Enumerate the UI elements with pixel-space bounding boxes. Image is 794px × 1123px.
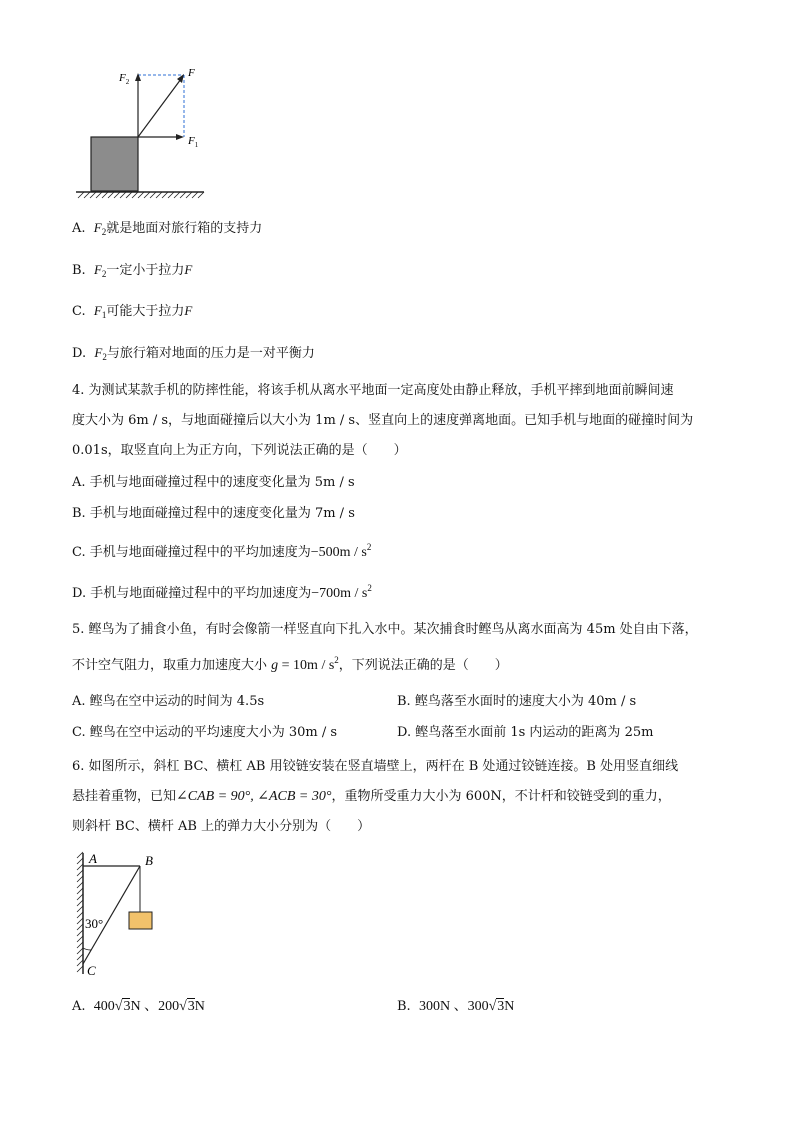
- q3-option-a[interactable]: A. $F_2$就是地面对旅行箱的支持力: [72, 220, 263, 237]
- q5-option-b[interactable]: B. 鲣鸟落至水面时的速度大小为 40m / s: [397, 694, 637, 709]
- hanging-weight: [129, 912, 152, 929]
- q5-stem-line2: 不计空气阻力，取重力加速度大小 $g = 10m / s^2$，下列说法正确的是（ ）: [72, 655, 508, 673]
- q4-option-c[interactable]: C. 手机与地面碰撞过程中的平均加速度为$-500m / s^2$: [72, 542, 372, 560]
- q5-option-a[interactable]: A. 鲣鸟在空中运动的时间为 4.5s: [72, 694, 265, 709]
- label-angle: 30°: [85, 916, 104, 931]
- f-arrow: [138, 79, 181, 137]
- label-b: B: [145, 853, 153, 868]
- q5-stem-line1: 5. 鲣鸟为了捕食小鱼，有时会像箭一样竖直向下扎入水中。某次捕食时鲣鸟从离水面高为 45m 处自由下落，: [72, 622, 698, 637]
- q3-option-c[interactable]: C. $F_1$可能大于拉力F: [72, 303, 193, 320]
- q4-option-a[interactable]: A. 手机与地面碰撞过程中的速度变化量为 5m / s: [72, 475, 355, 490]
- label-c: C: [87, 963, 96, 978]
- q6-stem-line2: 悬挂着重物，已知∠CAB = 90°, ∠ACB = 30°，重物所受重力大小为 600N，不计杆和铰链受到的重力，: [72, 789, 671, 804]
- q5-option-c[interactable]: C. 鲣鸟在空中运动的平均速度大小为 30m / s: [72, 725, 338, 740]
- suitcase-box: [91, 137, 138, 191]
- q4-option-d[interactable]: D. 手机与地面碰撞过程中的平均加速度为$-700m / s^2$: [72, 583, 372, 601]
- label-f1: $F_1$: [188, 135, 199, 149]
- q3-option-b[interactable]: B. $F_2$一定小于拉力F: [72, 262, 193, 279]
- wall-hatch: [77, 852, 83, 972]
- label-a: A: [89, 851, 97, 866]
- q6-stem-line3: 则斜杆 BC、横杆 AB 上的弹力大小分别为（ ）: [72, 819, 371, 834]
- q6-option-b[interactable]: B. 300N 、300√3N: [397, 999, 515, 1014]
- q5-option-d[interactable]: D. 鲣鸟落至水面前 1s 内运动的距离为 25m: [397, 725, 654, 740]
- q4-stem-line1: 4. 为测试某款手机的防摔性能，将该手机从离水平地面一定高度处由静止释放，手机平摔到地面前瞬间速: [72, 383, 674, 398]
- q4-option-b[interactable]: B. 手机与地面碰撞过程中的速度变化量为 7m / s: [72, 506, 355, 521]
- label-f2: $F_2$: [119, 72, 130, 86]
- label-f: F: [188, 67, 195, 79]
- q6-option-a[interactable]: A. 400√3N 、200√3N: [72, 999, 205, 1014]
- rod-diagram: [70, 848, 170, 983]
- q4-stem-line2: 度大小为 6m / s，与地面碰撞后以大小为 1m / s、竖直向上的速度弹离地面。已知手机与地面的碰撞时间为: [72, 413, 694, 428]
- force-diagram: [70, 62, 220, 202]
- ground-hatch: [78, 192, 204, 198]
- q6-stem-line1: 6. 如图所示，斜杠 BC、横杠 AB 用铰链安装在竖直墙壁上，两杆在 B 处通过铰链连接。B 处用竖直细线: [72, 759, 679, 774]
- q3-option-d[interactable]: D. $F_2$与旅行箱对地面的压力是一对平衡力: [72, 345, 315, 362]
- angle-arc: [83, 948, 91, 950]
- q4-stem-line3: 0.01s，取竖直向上为正方向，下列说法正确的是（ ）: [72, 443, 407, 458]
